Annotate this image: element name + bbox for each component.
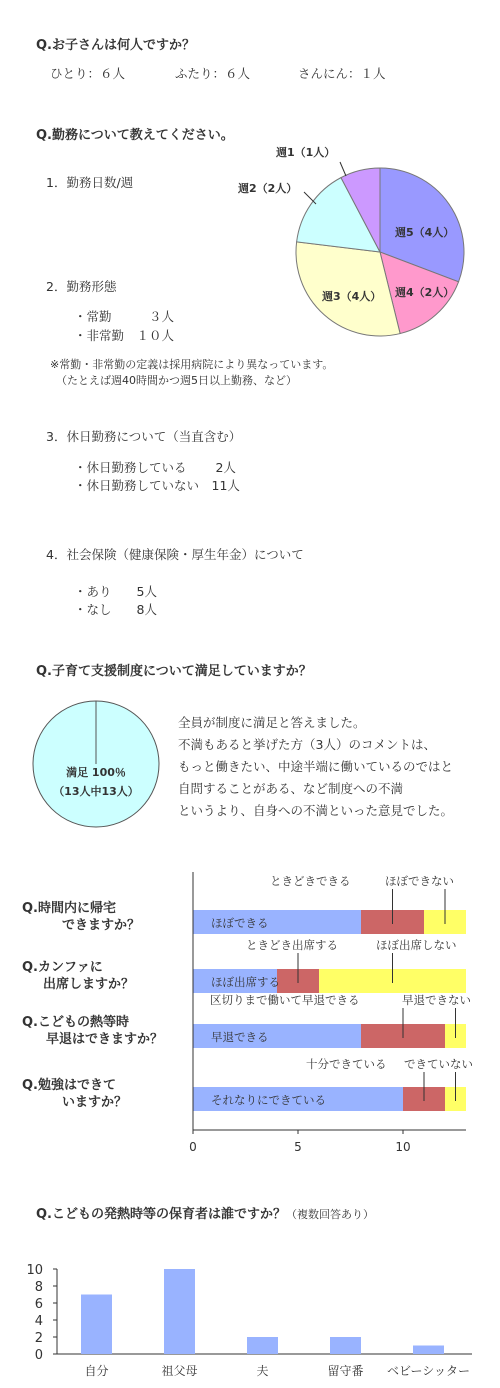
vbar-tick-label: 2	[34, 1331, 43, 1346]
satisfaction-pie-chart	[30, 698, 165, 833]
holiday-yes: ・休日勤務している 2人	[74, 460, 236, 475]
hbar-question-line1: Q.カンファに	[22, 960, 103, 975]
hbar-tick-label: 10	[395, 1140, 411, 1154]
hbar-tick-label: 0	[189, 1140, 197, 1154]
hbar-segment-label: 早退できない	[402, 993, 471, 1007]
workdays-pie-chart	[224, 138, 484, 350]
vbar-category-label: 留守番	[327, 1364, 364, 1378]
pie-label-week5: 週5（4人）	[395, 226, 455, 239]
work-days-heading: 1．勤務日数/週	[46, 175, 134, 190]
caregiver-bar-chart	[0, 1258, 500, 1388]
insurance-no: ・なし 8人	[74, 602, 157, 617]
holiday-no: ・休日勤務していない 11人	[74, 478, 240, 493]
insurance-heading: 4．社会保険（健康保険・厚生年金）について	[46, 547, 304, 562]
work-type-heading: 2．勤務形態	[46, 279, 117, 294]
vbar-bar	[164, 1269, 195, 1354]
support-comment-line: 自問することがある、など制度への不満	[178, 781, 404, 796]
workdays-leader-line	[304, 192, 316, 204]
work-question: Q.勤務について教えてください。	[36, 128, 234, 143]
hbar-segment-label: できていない	[404, 1057, 473, 1071]
work-type-note-line1: ※常勤・非常勤の定義は採用病院により異なっています。	[50, 358, 334, 371]
children-question: Q.お子さんは何人ですか？	[36, 38, 195, 53]
pie-label-week3: 週3（4人）	[322, 290, 382, 303]
vbar-category-label: 自分	[84, 1364, 109, 1378]
hbar-tick-label: 5	[294, 1140, 302, 1154]
vbar-bar	[81, 1295, 112, 1355]
vbar-category-label: 祖父母	[161, 1364, 198, 1378]
hbar-segment-label: 区切りまで働いて早退できる	[210, 993, 360, 1007]
work-type-note-line2: （たとえば週40時間かつ週5日以上勤務、など）	[56, 374, 297, 387]
hbar-question-line2: いますか？	[62, 1095, 128, 1110]
pie-label-week4: 週4（2人）	[395, 286, 455, 299]
support-comment	[178, 712, 453, 822]
satisfaction-sublabel: （13人中13人）	[53, 785, 139, 798]
support-comment-line: もっと働きたい、中途半端に働いているのではと	[178, 759, 454, 774]
hbar-segment-label: それなりにできている	[211, 1093, 326, 1107]
caregiver-question: Q.こどもの発熱時等の保育者は誰ですか？	[36, 1207, 286, 1222]
vbar-bar	[330, 1337, 361, 1354]
vbar-bar	[247, 1337, 278, 1354]
support-comment-line: 全員が制度に満足と答えました。	[178, 715, 366, 730]
hbar-segment-label: 早退できる	[211, 1030, 269, 1044]
hbar-segment-label: ときどきできる	[270, 874, 351, 888]
vbar-category-label: ベビーシッター	[386, 1364, 471, 1378]
hbar-segment-label: ときどき出席する	[246, 938, 338, 952]
pie-label-week1: 週1（1人）	[276, 146, 336, 159]
hbar-question-line1: Q.時間内に帰宅	[22, 901, 116, 916]
work-type-fulltime: ・常勤 ３人	[74, 309, 175, 324]
vbar-tick-label: 8	[34, 1280, 43, 1295]
hbar-question-line2: 出席しますか？	[43, 977, 135, 992]
insurance-yes: ・あり 5人	[74, 584, 157, 599]
hbar-segment-label: ほぼできない	[385, 874, 454, 888]
vbar-tick-label: 10	[26, 1263, 43, 1278]
holiday-heading: 3．休日勤務について（当直含む）	[46, 429, 242, 444]
hbar-segment-label: ほぼ出席しない	[376, 938, 457, 952]
children-answer-two: ふたり：６人	[175, 66, 251, 81]
support-question: Q.子育て支援制度について満足していますか？	[36, 664, 312, 679]
vbar-category-label: 夫	[256, 1364, 269, 1378]
support-comment-line: 不満もあると挙げた方（3人）のコメントは、	[178, 737, 436, 752]
children-answer-one: ひとり：６人	[50, 66, 126, 81]
workdays-leader-line	[340, 162, 346, 176]
hbar-question-line1: Q.勉強はできて	[22, 1078, 116, 1093]
pie-label-week2: 週2（2人）	[238, 182, 298, 195]
caregiver-question-row	[36, 1203, 374, 1222]
hbar-segment-label: 十分できている	[306, 1057, 387, 1071]
hbar-segment-label: ほぼ出席する	[211, 975, 280, 989]
hbar-question-line1: Q.こどもの熱等時	[22, 1015, 129, 1030]
children-answer-three: さんにん：１人	[298, 66, 386, 81]
hbar-question-line2: できますか？	[62, 918, 141, 933]
satisfaction-label: 満足 100％	[66, 766, 126, 779]
vbar-tick-label: 6	[34, 1297, 43, 1312]
hbar-segment-label: ほぼできる	[211, 916, 269, 930]
work-type-parttime: ・非常勤 １０人	[74, 328, 175, 343]
caregiver-note: （複数回答あり）	[286, 1208, 374, 1221]
support-comment-line: というより、自身への不満といった意見でした。	[178, 803, 454, 818]
vbar-tick-label: 4	[34, 1314, 43, 1329]
vbar-tick-label: 0	[34, 1348, 43, 1363]
work-life-stacked-bar-chart	[0, 866, 500, 1166]
hbar-question-line2: 早退はできますか？	[46, 1032, 164, 1047]
vbar-bar	[413, 1346, 444, 1355]
